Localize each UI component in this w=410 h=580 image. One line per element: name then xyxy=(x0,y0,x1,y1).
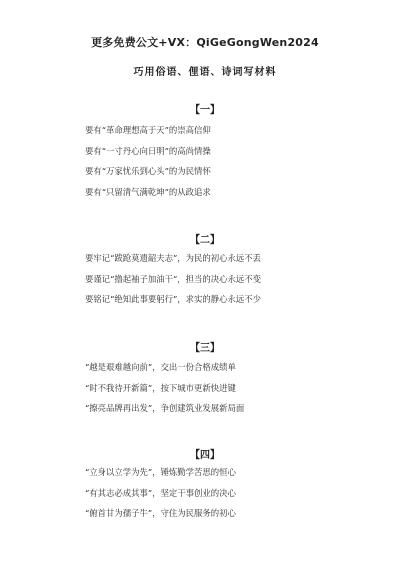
section-line: “俯首甘为孺子牛”，守住为民服务的初心 xyxy=(85,508,236,518)
section-line: 要有“革命理想高于天”的崇高信仰 xyxy=(85,125,211,135)
section-3-lines xyxy=(85,362,385,424)
section-2-lines xyxy=(85,253,385,315)
section-line: “有其志必成其事”，坚定干事创业的决心 xyxy=(85,487,236,498)
promo-header: 更多免费公文+VX：QiGeGongWen2024 xyxy=(91,36,319,49)
section-line: 要谨记“撸起袖子加油干”，担当的决心永远不变 xyxy=(85,273,262,284)
section-heading-4: 【四】 xyxy=(190,450,220,461)
section-line: 要铭记“绝知此事要躬行”，求实的静心永远不少 xyxy=(85,294,262,304)
section-line: “越是艰难越向前”，交出一份合格成绩单 xyxy=(85,362,236,372)
section-line: 要牢记“跋跄莫遗韶夫志”，为民的初心永远不丢 xyxy=(85,253,262,263)
section-line: “时不我待开新篇”，按下城市更新快进键 xyxy=(85,382,236,393)
section-line: “擦亮品牌再出发”，争创建筑业发展新局面 xyxy=(85,403,245,413)
section-line: 要有“只留清气满乾坤”的从政追求 xyxy=(85,186,211,197)
section-4-lines xyxy=(85,467,385,529)
section-line: “立身以立学为先”，锤炼勤学苦思的恒心 xyxy=(85,467,236,477)
section-heading-3: 【三】 xyxy=(190,343,220,354)
section-1-lines xyxy=(85,125,385,207)
section-line: 要有“万家忧乐到心头”的为民情怀 xyxy=(85,166,211,176)
section-heading-1: 【一】 xyxy=(190,105,220,116)
document-title: 巧用俗语、俚语、诗词写材料 xyxy=(133,67,277,78)
section-line: 要有“一寸丹心向日明”的高尚情操 xyxy=(85,145,211,156)
section-heading-2: 【二】 xyxy=(190,235,220,246)
